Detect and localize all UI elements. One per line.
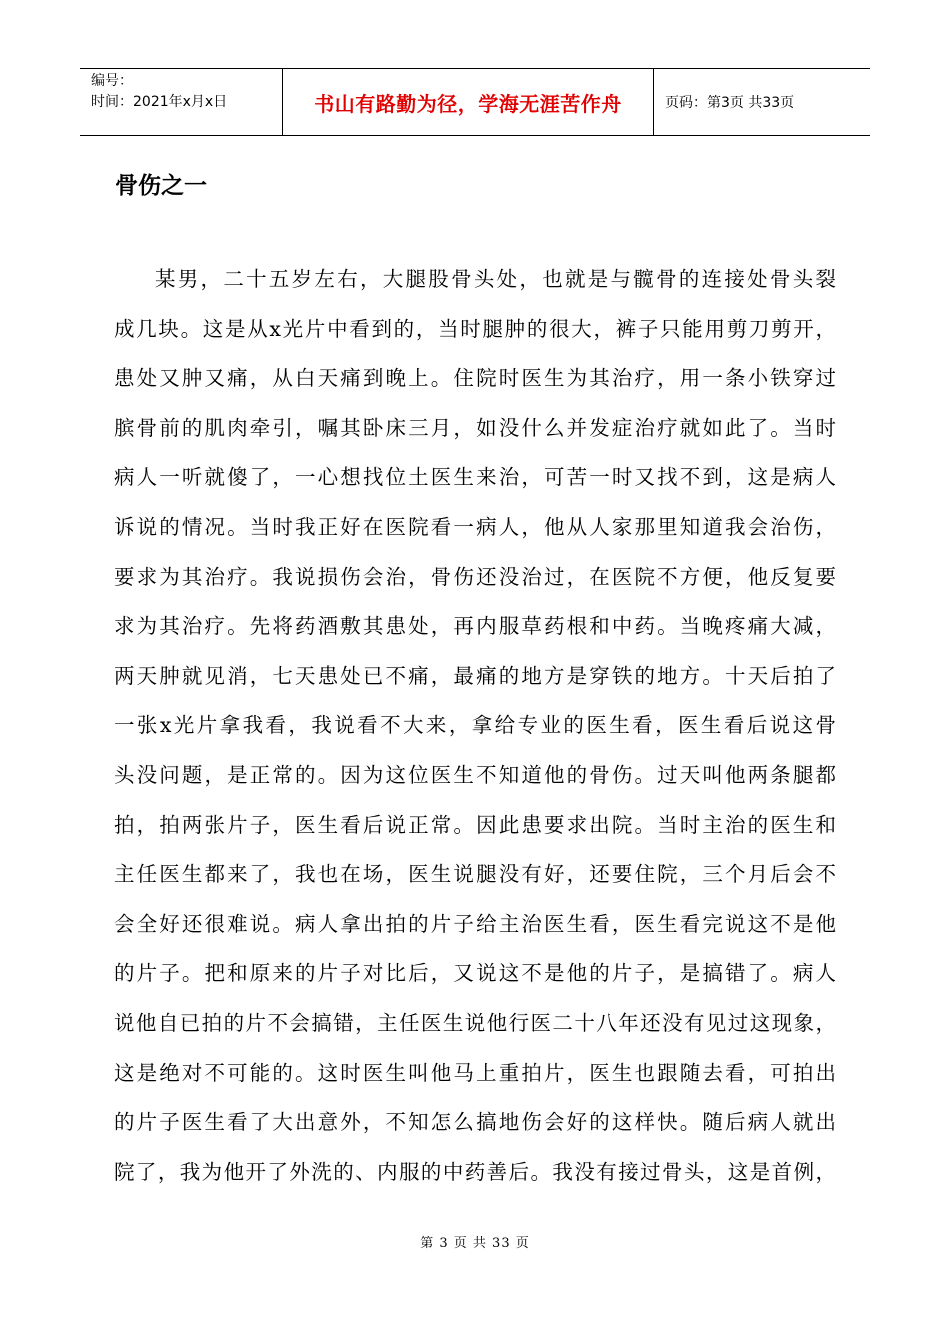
body-line: 膑骨前的肌肉牵引，嘱其卧床三月，如没什么并发症治疗就如此了。当时: [114, 415, 836, 440]
body-line: 成几块。这是从x光片中看到的，当时腿肿的很大，裤子只能用剪刀剪开，: [114, 316, 836, 341]
header-number-label: 编号：: [91, 73, 133, 89]
body-line: 说他自已拍的片不会搞错，主任医生说他行医二十八年还没有见过这现象，: [114, 1010, 836, 1035]
body-line: 患处又肿又痛，从白天痛到晚上。住院时医生为其治疗，用一条小铁穿过: [114, 366, 836, 391]
body-line: 头没问题，是正常的。因为这位医生不知道他的骨伤。过天叫他两条腿都: [114, 762, 836, 787]
header-page-info: 页码：第3页 共33页: [665, 95, 795, 111]
body-line: 的片子医生看了大出意外，不知怎么搞地伤会好的这样快。随后病人就出: [114, 1110, 836, 1135]
page-header: [80, 68, 870, 136]
header-meta: [80, 69, 282, 135]
body-line: 某男，二十五岁左右，大腿股骨头处，也就是与髋骨的连接处骨头裂: [155, 267, 836, 291]
document-title: 骨伤之一: [115, 173, 207, 199]
body-line: 诉说的情况。当时我正好在医院看一病人，他从人家那里知道我会治伤，: [114, 514, 836, 539]
body-line: 病人一听就傻了，一心想找位土医生来治，可苦一时又找不到，这是病人: [114, 465, 836, 490]
header-motto: 书山有路勤为径，学海无涯苦作舟: [282, 69, 654, 135]
header-date-label: 时间：2021年x月x日: [91, 94, 228, 110]
page-footer: 第 3 页 共 33 页: [420, 1236, 530, 1251]
body-line: 一张x光片拿我看，我说看不大来，拿给专业的医生看，医生看后说这骨: [114, 713, 836, 738]
body-line: 的片子。把和原来的片子对比后，又说这不是他的片子，是搞错了。病人: [114, 961, 836, 986]
body-line: 会全好还很难说。病人拿出拍的片子给主治医生看，医生看完说这不是他: [114, 911, 836, 936]
body-line: 这是绝对不可能的。这时医生叫他马上重拍片，医生也跟随去看，可拍出: [114, 1060, 836, 1085]
body-line: 求为其治疗。先将药酒敷其患处，再内服草药根和中药。当晚疼痛大减，: [114, 614, 836, 639]
body-line: 院了，我为他开了外洗的、内服的中药善后。我没有接过骨头，这是首例，: [114, 1159, 836, 1184]
body-line: 主任医生都来了，我也在场，医生说腿没有好，还要住院，三个月后会不: [114, 862, 836, 887]
body-line: 两天肿就见消，七天患处已不痛，最痛的地方是穿铁的地方。十天后拍了: [114, 663, 836, 688]
body-line: 要求为其治疗。我说损伤会治，骨伤还没治过，在医院不方便，他反复要: [114, 564, 836, 589]
body-line: 拍，拍两张片子，医生看后说正常。因此患要求出院。当时主治的医生和: [114, 812, 836, 837]
document-body: [114, 255, 836, 1197]
